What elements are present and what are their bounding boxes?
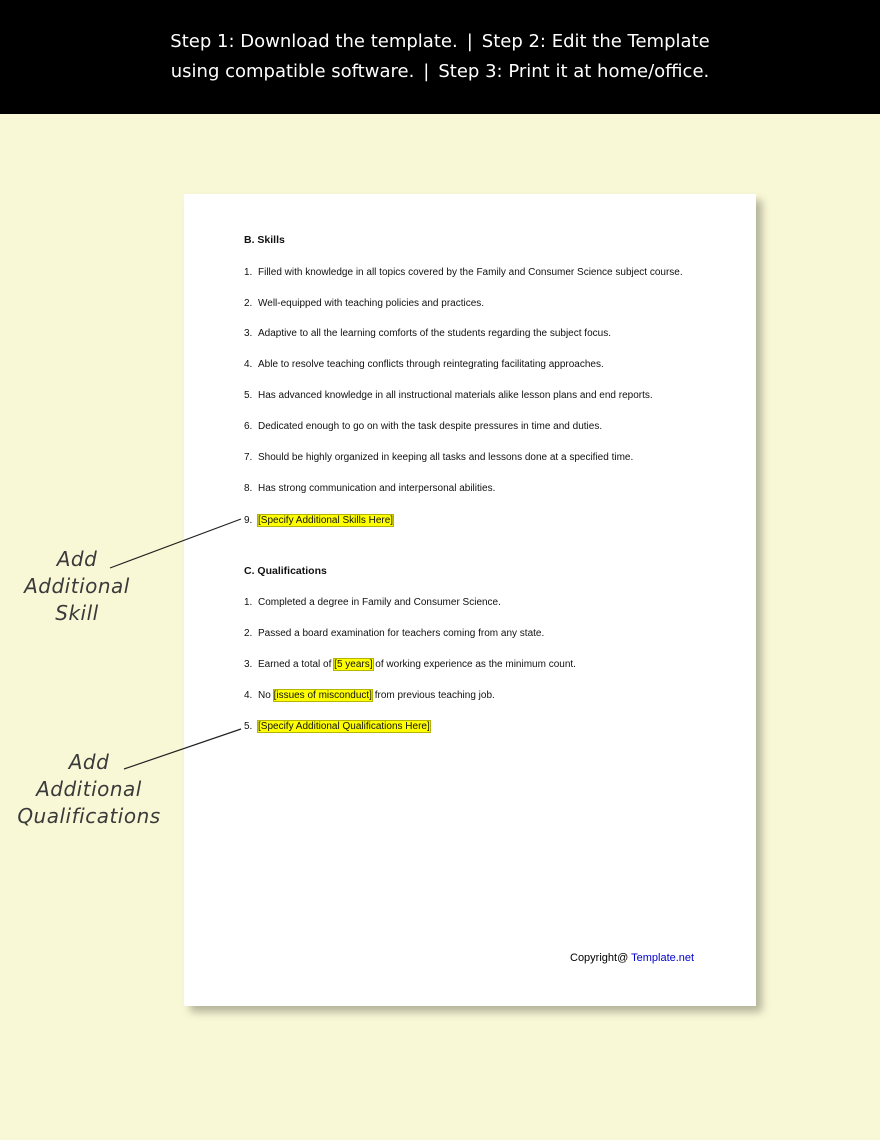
item-number: 7. [244, 452, 253, 463]
add-skill-callout [12, 546, 142, 627]
item-number: 4. [244, 690, 253, 701]
item-number: 8. [244, 483, 253, 494]
document-page [184, 194, 756, 1006]
item-text: Able to resolve teaching conflicts through reintegrating facilitating approaches. [258, 359, 604, 370]
item-text: Adaptive to all the learning comforts of the students regarding the subject focus. [258, 328, 611, 339]
item-text: Filled with knowledge in all topics covered by the Family and Consumer Science subject course. [258, 267, 683, 278]
skills-item [244, 483, 495, 494]
banner-line-2 [0, 57, 880, 87]
qualifications-item [244, 690, 495, 701]
qualifications-item [244, 628, 544, 639]
banner-separator: | [423, 61, 430, 82]
item-text: Passed a board examination for teachers coming from any state. [258, 628, 545, 639]
callout-line: Additional [36, 777, 142, 801]
item-number: 4. [244, 359, 253, 370]
item-number: 2. [244, 298, 253, 309]
item-number: 1. [244, 597, 253, 608]
skills-heading: B. Skills [244, 234, 285, 246]
banner-separator: | [466, 31, 473, 52]
callout-line: Qualifications [17, 804, 161, 828]
banner-step-3: Step 3: Print it at home/office. [438, 61, 710, 82]
item-number: 5. [244, 390, 253, 401]
skills-item [244, 452, 633, 463]
skills-item [244, 421, 602, 432]
item-number: 5. [244, 721, 253, 732]
template-net-link[interactable]: Template.net [631, 952, 695, 964]
qualifications-item [244, 597, 501, 608]
qualifications-heading: C. Qualifications [244, 565, 327, 577]
item-text-pre: Earned a total of [258, 659, 335, 670]
item-text: Has advanced knowledge in all instructional materials alike lesson plans and end reports. [258, 390, 653, 401]
item-number: 3. [244, 659, 253, 670]
skills-item-placeholder [244, 515, 393, 526]
item-text: Has strong communication and interpersonal abilities. [258, 483, 496, 494]
item-text-post: of working experience as the minimum count. [372, 659, 576, 670]
banner-step-2: Step 2: Edit the Template [481, 31, 710, 52]
item-number: 2. [244, 628, 253, 639]
banner-step-1: Step 1: Download the template. [170, 31, 458, 52]
item-number: 3. [244, 328, 253, 339]
item-text-post: from previous teaching job. [371, 690, 495, 701]
skills-item [244, 298, 484, 309]
years-placeholder[interactable]: [5 years] [334, 659, 373, 670]
copyright-notice [570, 952, 694, 964]
item-text: Dedicated enough to go on with the task despite pressures in time and duties. [258, 421, 603, 432]
banner-line-1 [0, 27, 880, 57]
skills-item [244, 328, 611, 339]
callout-line: Add [56, 547, 98, 571]
item-text-pre: No [258, 690, 274, 701]
banner-step-2-cont: using compatible software. [170, 61, 415, 82]
item-number: 6. [244, 421, 253, 432]
callout-line: Skill [55, 601, 99, 625]
item-number: 1. [244, 267, 253, 278]
add-qualifications-callout [8, 749, 170, 830]
item-text: Well-equipped with teaching policies and practices. [258, 298, 485, 309]
misconduct-placeholder[interactable]: [issues of misconduct] [273, 690, 372, 701]
additional-qualification-placeholder[interactable]: [Specify Additional Qualifications Here] [258, 721, 430, 732]
callout-line: Add [68, 750, 110, 774]
qualifications-item [244, 659, 576, 670]
skills-item [244, 267, 683, 278]
item-text: Completed a degree in Family and Consumer Science. [258, 597, 501, 608]
skills-item [244, 359, 604, 370]
item-number: 9. [244, 515, 253, 526]
skills-item [244, 390, 653, 401]
copyright-label: Copyright@ [570, 952, 632, 964]
instructions-banner [0, 0, 880, 114]
callout-line: Additional [24, 574, 130, 598]
item-text: Should be highly organized in keeping all tasks and lessons done at a specified time. [258, 452, 634, 463]
additional-skill-placeholder[interactable]: [Specify Additional Skills Here] [258, 515, 394, 526]
qualifications-item-placeholder [244, 721, 430, 732]
